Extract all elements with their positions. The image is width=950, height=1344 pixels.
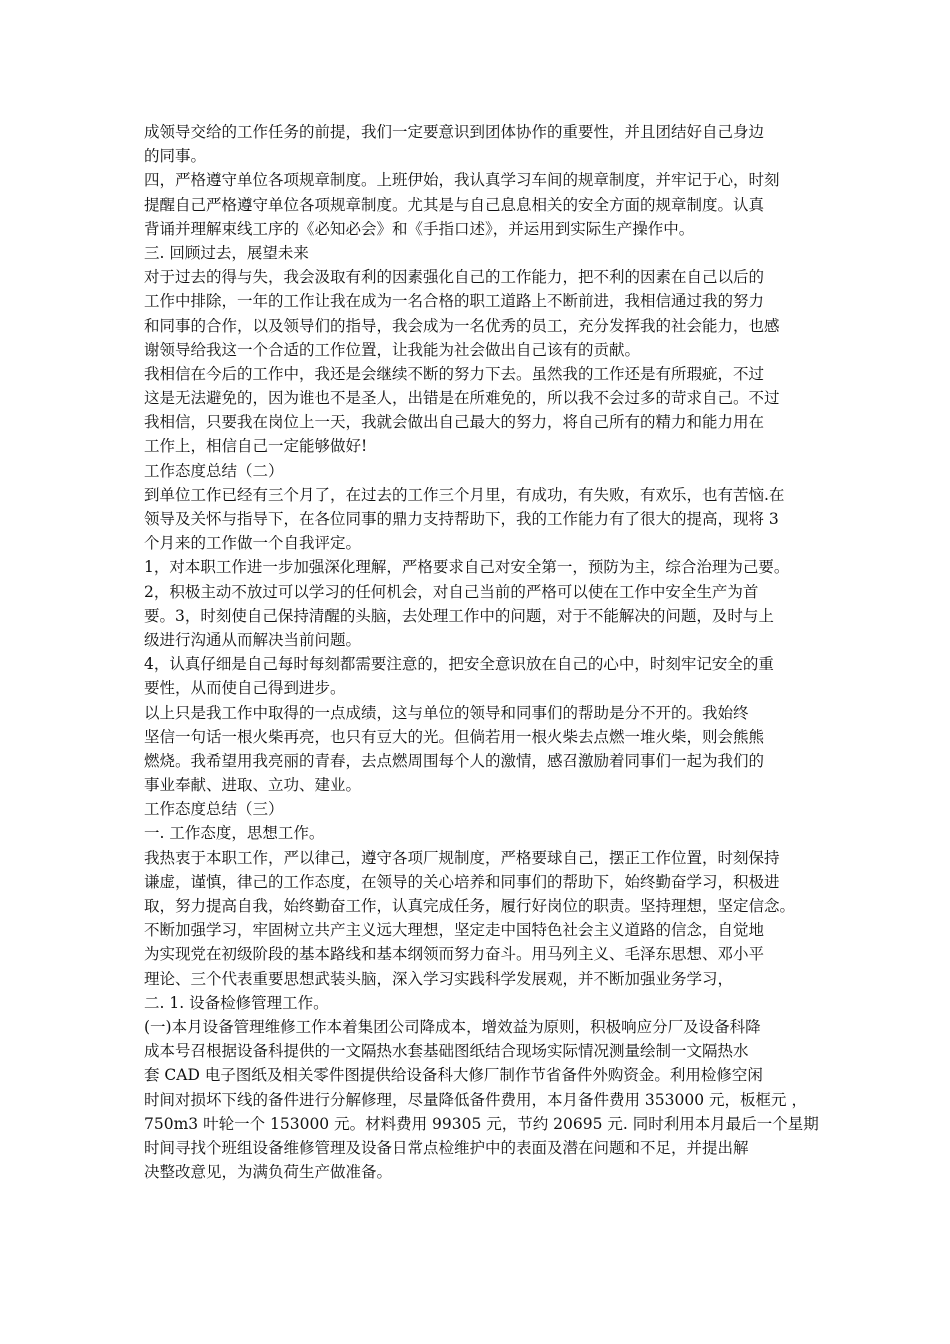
text-line: 成本号召根据设备科提供的一文隔热水套基础图纸结合现场实际情况测量绘制一文隔热水 (144, 1042, 749, 1061)
text-line: 坚信一句话一根火柴再亮，也只有豆大的光。但倘若用一根火柴去点燃一堆火柴，则会熊熊 (144, 727, 765, 746)
text-line: 工作中排除，一年的工作让我在成为一名合格的职工道路上不断前进，我相信通过我的努力 (144, 292, 765, 311)
text-line: 以上只是我工作中取得的一点成绩，这与单位的领导和同事们的帮助是分不开的。我始终 (144, 703, 749, 722)
document-body (144, 120, 824, 1184)
text-line: 领导及关怀与指导下，在各位同事的鼎力支持帮助下，我的工作能力有了很大的提高，现将 3 (144, 510, 779, 528)
text-line: 我相信，只要我在岗位上一天，我就会做出自己最大的努力，将自己所有的精力和能力用在 (144, 413, 765, 432)
text-line: 2，积极主动不放过可以学习的任何机会，对自己当前的严格可以使在工作中安全生产为首 (144, 582, 759, 601)
text-line: 和同事的合作，以及领导们的指导，我会成为一名优秀的员工，充分发挥我的社会能力，也感 (144, 316, 780, 335)
text-line: 提醒自己严格遵守单位各项规章制度。尤其是与自己息息相关的安全方面的规章制度。认真 (144, 195, 765, 214)
text-line: 要性，从而使自己得到进步。 (144, 679, 346, 698)
text-line: 750m3 叶轮一个 153000 元。材料费用 99305 元，节约 20695 元. 同时利用本月最后一个星期 (144, 1114, 819, 1133)
text-line: 级进行沟通从而解决当前问题。 (144, 630, 362, 649)
section-heading: 一. 工作态度，思想工作。 (144, 824, 325, 843)
text-line: 要。3，时刻使自己保持清醒的头脑，去处理工作中的问题，对于不能解决的问题，及时与上 (144, 606, 774, 625)
text-line: 这是无法避免的，因为谁也不是圣人，出错是在所难免的，所以我不会过多的苛求自己。不过 (144, 389, 780, 408)
text-line: 谢领导给我这一个合适的工作位置，让我能为社会做出自己该有的贡献。 (144, 340, 641, 359)
text-line: 不断加强学习，牢固树立共产主义远大理想，坚定走中国特色社会主义道路的信念，自觉地 (144, 921, 765, 940)
text-line: 到单位工作已经有三个月了，在过去的工作三个月里，有成功，有失败，有欢乐，也有苦恼.在 (144, 485, 785, 504)
text-line: 取，努力提高自我，始终勤奋工作，认真完成任务，履行好岗位的职责。坚持理想，坚定信念。 (144, 897, 796, 915)
text-line: 套 CAD 电子图纸及相关零件图提供给设备科大修厂制作节省备件外购资金。利用检修空闲 (144, 1066, 763, 1085)
text-line: 理论、三个代表重要思想武装头脑，深入学习实践科学发展观，并不断加强业务学习， (144, 969, 734, 988)
text-line: 对于过去的得与失，我会汲取有利的因素强化自己的工作能力，把不利的因素在自己以后的 (144, 268, 765, 287)
section-heading: 工作态度总结（三） (144, 800, 284, 819)
text-line: 事业奉献、进取、立功、建业。 (144, 776, 362, 795)
text-line: 时间对损坏下线的备件进行分解修理，尽量降低备件费用，本月备件费用 353000 元，板框元 ， (144, 1090, 807, 1109)
text-line: 时间寻找个班组设备维修管理及设备日常点检维护中的表面及潜在问题和不足，并提出解 (144, 1138, 749, 1157)
text-line: 个月来的工作做一个自我评定。 (144, 534, 362, 553)
text-line: 工作上，相信自己一定能够做好! (144, 437, 368, 456)
text-line: 为实现党在初级阶段的基本路线和基本纲领而努力奋斗。用马列主义、毛泽东思想、邓小平 (144, 945, 765, 964)
text-line: 我热衷于本职工作，严以律己，遵守各项厂规制度，严格要球自己，摆正工作位置，时刻保持 (144, 848, 780, 867)
text-line: 燃烧。我希望用我亮丽的青春，去点燃周围每个人的激情，感召激励着同事们一起为我们的 (144, 751, 765, 770)
text-line: 4，认真仔细是自己每时每刻都需要注意的，把安全意识放在自己的心中，时刻牢记安全的重 (144, 655, 774, 674)
text-line: 决整改意见，为满负荷生产做准备。 (144, 1163, 393, 1182)
section-heading: 工作态度总结（二） (144, 461, 284, 480)
text-line: 1，对本职工作进一步加强深化理解，严格要求自己对安全第一，预防为主，综合治理为己要。 (144, 558, 790, 577)
section-heading: 二. 1. 设备检修管理工作。 (144, 993, 329, 1012)
text-line: 背诵并理解束线工序的《必知必会》和《手指口述》，并运用到实际生产操作中。 (144, 219, 695, 238)
text-line: 成领导交给的工作任务的前提，我们一定要意识到团体协作的重要性，并且团结好自己身边 (144, 123, 765, 141)
text-line: 谦虚，谨慎，律己的工作态度，在领导的关心培养和同事们的帮助下，始终勤奋学习，积极进 (144, 872, 780, 891)
text-line: 我相信在今后的工作中，我还是会继续不断的努力下去。虽然我的工作还是有所瑕疵，不过 (144, 364, 765, 383)
section-heading: 三. 回顾过去，展望未来 (144, 243, 309, 262)
text-line: 四，严格遵守单位各项规章制度。上班伊始，我认真学习车间的规章制度，并牢记于心，时刻 (144, 171, 780, 190)
text-line: (一)本月设备管理维修工作本着集团公司降成本，增效益为原则，积极响应分厂及设备科降 (144, 1017, 761, 1036)
text-line: 的同事。 (144, 147, 207, 166)
